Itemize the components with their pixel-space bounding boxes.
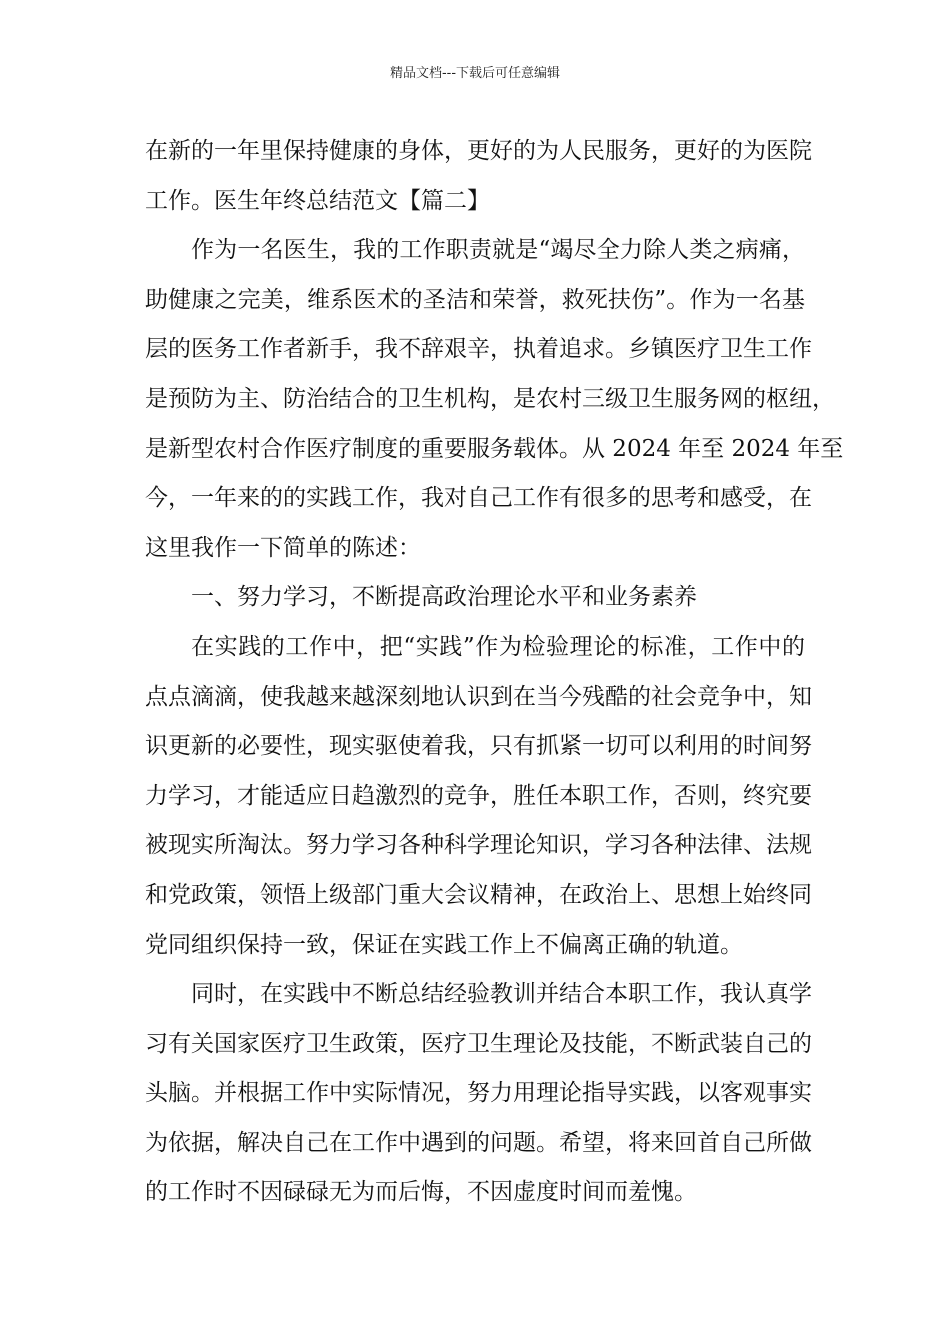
text-line: 识更新的必要性，现实驱使着我，只有抓紧一切可以利用的时间努 bbox=[145, 733, 812, 760]
document-body bbox=[145, 127, 844, 1218]
paragraph-4 bbox=[145, 970, 812, 1218]
text-line: 和党政策，领悟上级部门重大会议精神，在政治上、思想上始终同 bbox=[145, 881, 812, 908]
text-line: 习有关国家医疗卫生政策，医疗卫生理论及技能，不断武装自己的 bbox=[145, 1030, 812, 1057]
text-line: 同时，在实践中不断总结经验教训并结合本职工作，我认真学 bbox=[191, 981, 812, 1008]
text-line: 在实践的工作中，把“实践”作为检验理论的标准，工作中的 bbox=[191, 633, 805, 660]
paragraph-2 bbox=[145, 226, 844, 573]
text-line: 作为一名医生，我的工作职责就是“竭尽全力除人类之病痛， bbox=[191, 237, 805, 264]
text-line: 是预防为主、防治结合的卫生机构，是农村三级卫生服务网的枢纽， bbox=[145, 385, 835, 412]
section-heading bbox=[145, 573, 805, 623]
text-line: 被现实所淘汰。努力学习各种科学理论知识，学习各种法律、法规 bbox=[145, 832, 812, 859]
text-line: 力学习，才能适应日趋激烈的竞争，胜任本职工作，否则，终究要 bbox=[145, 782, 812, 809]
text-line: 在新的一年里保持健康的身体，更好的为人民服务，更好的为医院 bbox=[145, 138, 812, 164]
paragraph-3 bbox=[145, 623, 812, 970]
text-line: 助健康之完美，维系医术的圣洁和荣誉，救死扶伤”。作为一名基 bbox=[145, 286, 805, 313]
text-line: 的工作时不因碌碌无为而后悔，不因虚度时间而羞愧。 bbox=[145, 1179, 697, 1206]
text-line: 今，一年来的的实践工作，我对自己工作有很多的思考和感受，在 bbox=[145, 485, 812, 512]
paragraph-1 bbox=[145, 127, 812, 226]
text-line: 一、努力学习，不断提高政治理论水平和业务素养 bbox=[191, 584, 697, 611]
text-line: 为依据，解决自己在工作中遇到的问题。希望，将来回首自己所做 bbox=[145, 1129, 812, 1156]
text-line: 这里我作一下简单的陈述： bbox=[145, 534, 421, 561]
page-header: 精品文档---下载后可任意编辑 bbox=[389, 66, 561, 81]
text-line: 层的医务工作者新手，我不辞艰辛，执着追求。乡镇医疗卫生工作 bbox=[145, 336, 812, 363]
text-line: 是新型农村合作医疗制度的重要服务载体。从 2024 年至 2024 年至 bbox=[145, 435, 844, 462]
text-line: 点点滴滴，使我越来越深刻地认识到在当今残酷的社会竞争中，知 bbox=[145, 683, 812, 710]
text-line: 头脑。并根据工作中实际情况，努力用理论指导实践，以客观事实 bbox=[145, 1080, 812, 1107]
text-line: 党同组织保持一致，保证在实践工作上不偏离正确的轨道。 bbox=[145, 931, 743, 958]
text-line: 工作。医生年终总结范文【篇二】 bbox=[145, 187, 490, 214]
